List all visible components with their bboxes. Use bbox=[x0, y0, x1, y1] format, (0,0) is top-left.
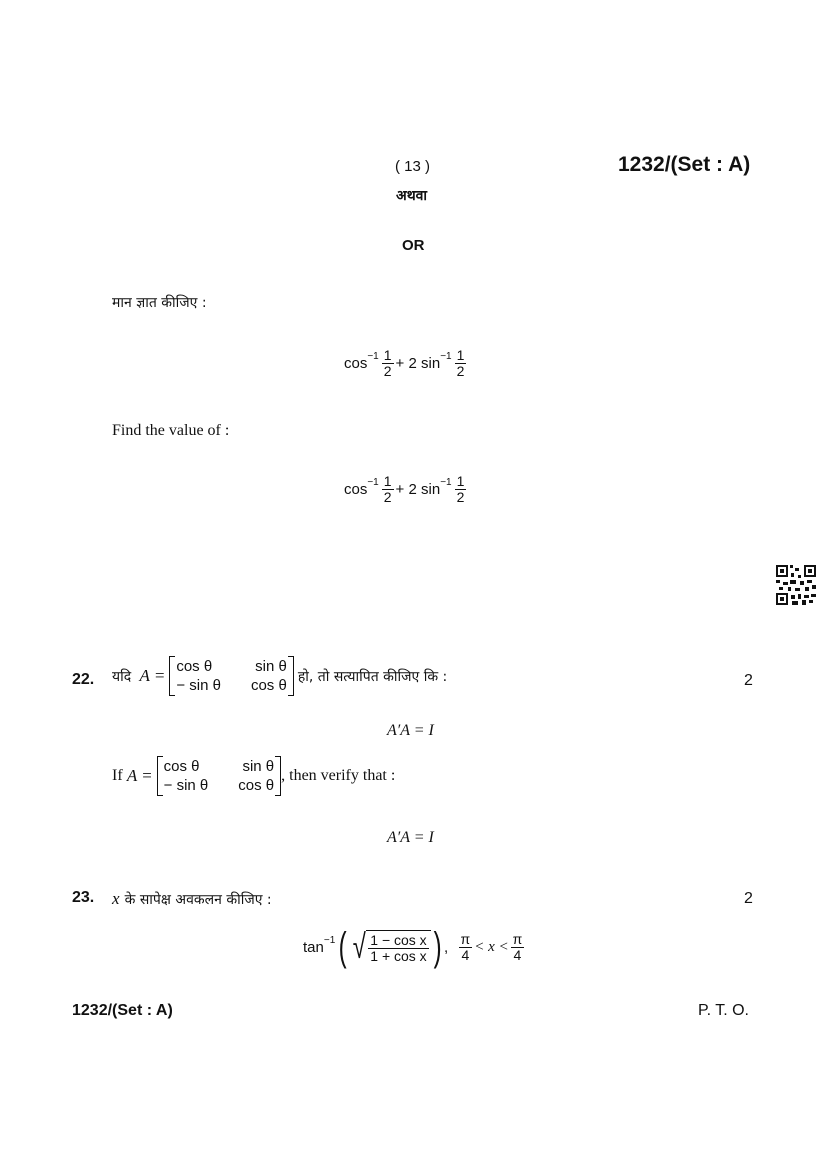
q22-result-hindi: A′A = I bbox=[387, 722, 434, 739]
matrix-label: A = bbox=[139, 666, 166, 685]
plus-two: + 2 bbox=[395, 354, 417, 372]
pi-over-four: $\frac{\pi}{4}$ bbox=[512, 930, 523, 963]
q22-english-statement bbox=[112, 756, 395, 796]
q23-expression: tan $^{-1}$ ( √ $\frac{\text{1 − cos x}}{\text{1 + cos x}}$ ) , $\frac{\pi}{4}$ < x < $\frac{\pi}{4}$ bbox=[303, 925, 523, 969]
or-english: OR bbox=[402, 237, 425, 254]
paper-code-footer: 1232/(Set : A) bbox=[72, 1002, 173, 1019]
page-number: ( 13 ) bbox=[395, 158, 431, 175]
square-root: √ $\frac{\text{1 − cos x}}{\text{1 + cos x}}$ bbox=[350, 930, 431, 964]
inequality: < x < bbox=[474, 938, 509, 955]
inverse-exp: −1 bbox=[367, 476, 379, 488]
fraction: $\frac{1}{2}$ bbox=[456, 347, 465, 379]
cos-func: cos bbox=[344, 354, 368, 372]
q23-hindi-prompt: के सापेक्ष अवकलन कीजिए : bbox=[124, 891, 272, 908]
q22-hindi-pre: यदि bbox=[112, 668, 132, 685]
rotation-matrix: cos θ sin θ − sin θ cos θ bbox=[169, 656, 293, 696]
question-number-22: 22. bbox=[72, 671, 95, 688]
q22-hindi-statement bbox=[112, 656, 447, 696]
expression-english bbox=[344, 474, 468, 504]
q22-hindi-post: हो, तो सत्यापित कीजिए कि : bbox=[297, 668, 448, 685]
marks-23: 2 bbox=[744, 890, 753, 907]
inverse-exp: −1 bbox=[323, 934, 336, 946]
pto: P. T. O. bbox=[698, 1002, 749, 1019]
paper-code-header: 1232/(Set : A) bbox=[618, 153, 751, 176]
expression-hindi bbox=[344, 348, 468, 378]
marks-22: 2 bbox=[744, 672, 753, 689]
sin-func: sin bbox=[421, 354, 441, 372]
inverse-exp: −1 bbox=[440, 350, 452, 362]
fraction: $\frac{1}{2}$ bbox=[383, 347, 392, 379]
hindi-prompt: मान ज्ञात कीजिए : bbox=[112, 295, 207, 311]
sin-func: sin bbox=[421, 480, 441, 498]
fraction: $\frac{1}{2}$ bbox=[383, 473, 392, 505]
pi-over-four: $\frac{\pi}{4}$ bbox=[460, 930, 471, 963]
qr-code-icon bbox=[776, 565, 816, 605]
inverse-exp: −1 bbox=[367, 350, 379, 362]
variable-x: x bbox=[112, 889, 120, 908]
plus-two: + 2 bbox=[395, 480, 417, 498]
english-prompt: Find the value of : bbox=[112, 422, 230, 439]
inverse-exp: −1 bbox=[440, 476, 452, 488]
q23-hindi-statement bbox=[112, 889, 272, 909]
root-fraction: $\frac{\text{1 − cos x}}{\text{1 + cos x}}$ bbox=[370, 932, 427, 964]
q22-result-english: A′A = I bbox=[387, 829, 434, 846]
q22-english-pre: If bbox=[112, 767, 123, 784]
cos-func: cos bbox=[344, 480, 368, 498]
or-hindi: अथवा bbox=[396, 188, 428, 204]
q22-english-post: , then verify that : bbox=[281, 767, 396, 784]
question-number-23: 23. bbox=[72, 889, 95, 906]
matrix-label: A = bbox=[126, 766, 153, 785]
rotation-matrix: cos θ sin θ − sin θ cos θ bbox=[157, 756, 281, 796]
tan-func: tan bbox=[303, 938, 324, 956]
fraction: $\frac{1}{2}$ bbox=[456, 473, 465, 505]
